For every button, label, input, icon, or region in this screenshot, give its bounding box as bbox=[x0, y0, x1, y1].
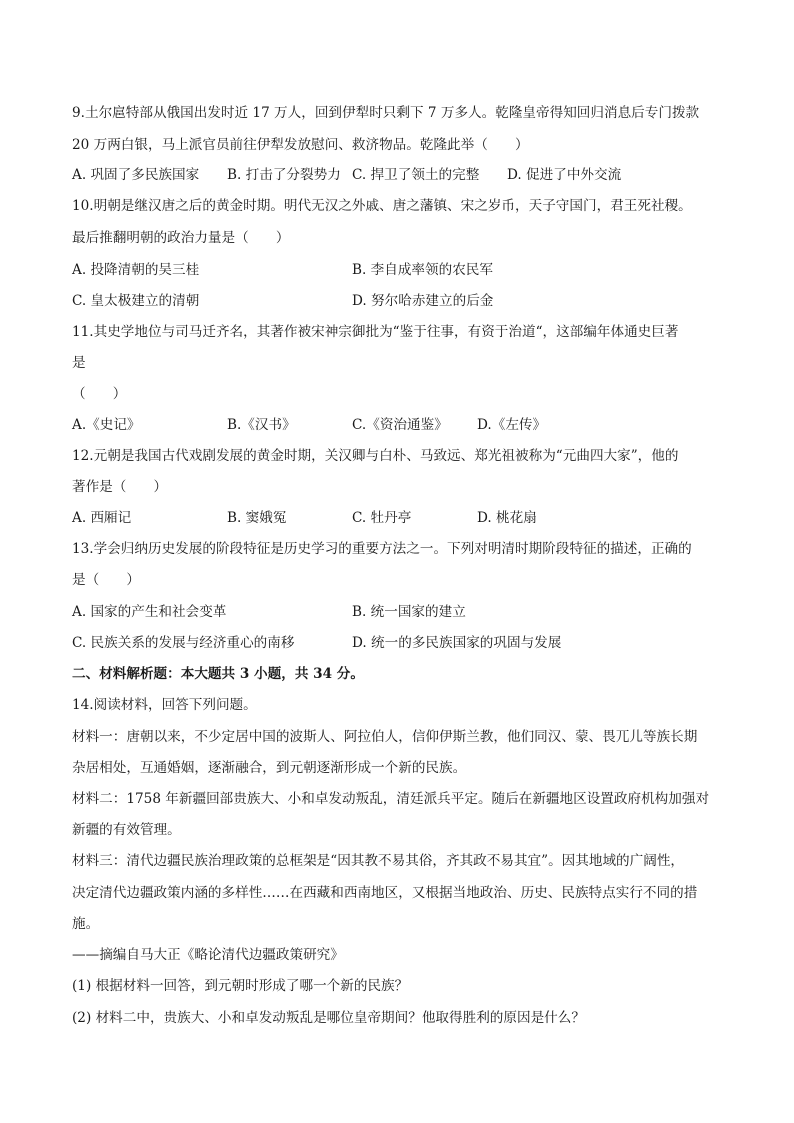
q9-option-d: D. 促进了中外交流 bbox=[507, 167, 622, 183]
q11-option-a: A.《史记》 bbox=[72, 417, 141, 433]
q10-stem-line1: 10.明朝是继汉唐之后的黄金时期。明代无汉之外戚、唐之藩镇、宋之岁币，天子守国门，君王死社稷。 bbox=[72, 198, 692, 214]
q11-option-d: D.《左传》 bbox=[477, 417, 547, 433]
q13-option-b: B. 统一国家的建立 bbox=[352, 604, 466, 620]
q10-options-row1 bbox=[72, 261, 722, 279]
q11-option-c: C.《资治通鉴》 bbox=[352, 417, 448, 433]
q14-material3-line2: 决定清代边疆政策内涵的多样性……在西藏和西南地区，又根据当地政治、历史、民族特点实行不同的措 bbox=[72, 885, 698, 901]
q13-options-row2 bbox=[72, 634, 722, 652]
q14-material3-line3: 施。 bbox=[72, 916, 100, 932]
q9-option-c: C. 捍卫了领土的完整 bbox=[352, 167, 480, 183]
q10-option-a: A. 投降清朝的吴三桂 bbox=[72, 262, 200, 278]
q11-option-b: B.《汉书》 bbox=[227, 417, 296, 433]
q10-options-row2 bbox=[72, 292, 722, 310]
q9-stem-line2: 20 万两白银，马上派官员前往伊犁发放慰问、救济物品。乾隆此举（ ） bbox=[72, 137, 529, 153]
q9-option-b: B. 打击了分裂势力 bbox=[227, 167, 341, 183]
q13-options-row1 bbox=[72, 603, 722, 621]
q14-subquestion-1: (1) 根据材料一回答，到元朝时形成了哪一个新的民族？ bbox=[72, 978, 409, 994]
q11-stem-line1: 11.其史学地位与司马迁齐名，其著作被宋神宗御批为“鉴于往事，有资于治道“，这部编年体通史巨著 bbox=[72, 324, 679, 340]
q10-option-b: B. 李自成率领的农民军 bbox=[352, 262, 493, 278]
q13-stem-line1: 13.学会归纳历史发展的阶段特征是历史学习的重要方法之一。下列对明清时期阶段特征的描述，正确的 bbox=[72, 541, 692, 557]
q9-options bbox=[72, 166, 722, 184]
q11-stem-line3: （ ） bbox=[72, 386, 127, 402]
q14-material3-line1: 材料三：清代边疆民族治理政策的总框架是“因其教不易其俗，齐其政不易其宜”。因其地域的广阔性， bbox=[72, 853, 685, 869]
q10-option-d: D. 努尔哈赤建立的后金 bbox=[352, 293, 494, 309]
q13-option-c: C. 民族关系的发展与经济重心的南移 bbox=[72, 635, 295, 651]
q14-source: ——摘编自马大正《略论清代边疆政策研究》 bbox=[72, 947, 344, 963]
q11-options bbox=[72, 416, 722, 434]
q13-stem-line2: 是（ ） bbox=[72, 572, 140, 588]
q14-material2-line2: 新疆的有效管理。 bbox=[72, 822, 181, 838]
q12-option-c: C. 牡丹亭 bbox=[352, 510, 412, 526]
q12-option-a: A. 西厢记 bbox=[72, 510, 132, 526]
q14-intro: 14.阅读材料，回答下列问题。 bbox=[72, 697, 257, 713]
q9-option-a: A. 巩固了多民族国家 bbox=[72, 167, 200, 183]
q10-option-c: C. 皇太极建立的清朝 bbox=[72, 293, 200, 309]
q12-option-b: B. 窦娥冤 bbox=[227, 510, 287, 526]
q12-stem-line2: 著作是（ ） bbox=[72, 479, 168, 495]
q13-option-a: A. 国家的产生和社会变革 bbox=[72, 604, 227, 620]
q12-options bbox=[72, 509, 722, 527]
q14-material2-line1: 材料二：1758 年新疆回部贵族大、小和卓发动叛乱，清廷派兵平定。随后在新疆地区设置政府机构加强对 bbox=[72, 791, 710, 807]
q11-stem-line2: 是 bbox=[72, 355, 86, 371]
q13-option-d: D. 统一的多民族国家的巩固与发展 bbox=[352, 635, 562, 651]
q10-stem-line2: 最后推翻明朝的政治力量是（ ） bbox=[72, 230, 290, 246]
q12-stem-line1: 12.元朝是我国古代戏剧发展的黄金时期，关汉卿与白朴、马致远、郑光祖被称为“元曲四大家”，他的 bbox=[72, 448, 679, 464]
section2-heading: 二、材料解析题：本大题共 3 小题，共 34 分。 bbox=[72, 666, 364, 682]
q14-material1-line2: 杂居相处，互通婚姻，逐渐融合，到元朝逐渐形成一个新的民族。 bbox=[72, 760, 467, 776]
q12-option-d: D. 桃花扇 bbox=[477, 510, 537, 526]
q14-material1-line1: 材料一：唐朝以来，不少定居中国的波斯人、阿拉伯人，信仰伊斯兰教，他们同汉、蒙、畏兀儿等族长期 bbox=[72, 729, 698, 745]
q9-stem-line1: 9.土尔扈特部从俄国出发时近 17 万人，回到伊犁时只剩下 7 万多人。乾隆皇帝得知回归消息后专门拨款 bbox=[72, 105, 700, 121]
q14-subquestion-2: (2) 材料二中，贵族大、小和卓发动叛乱是哪位皇帝期间？他取得胜利的原因是什么？ bbox=[72, 1010, 585, 1026]
